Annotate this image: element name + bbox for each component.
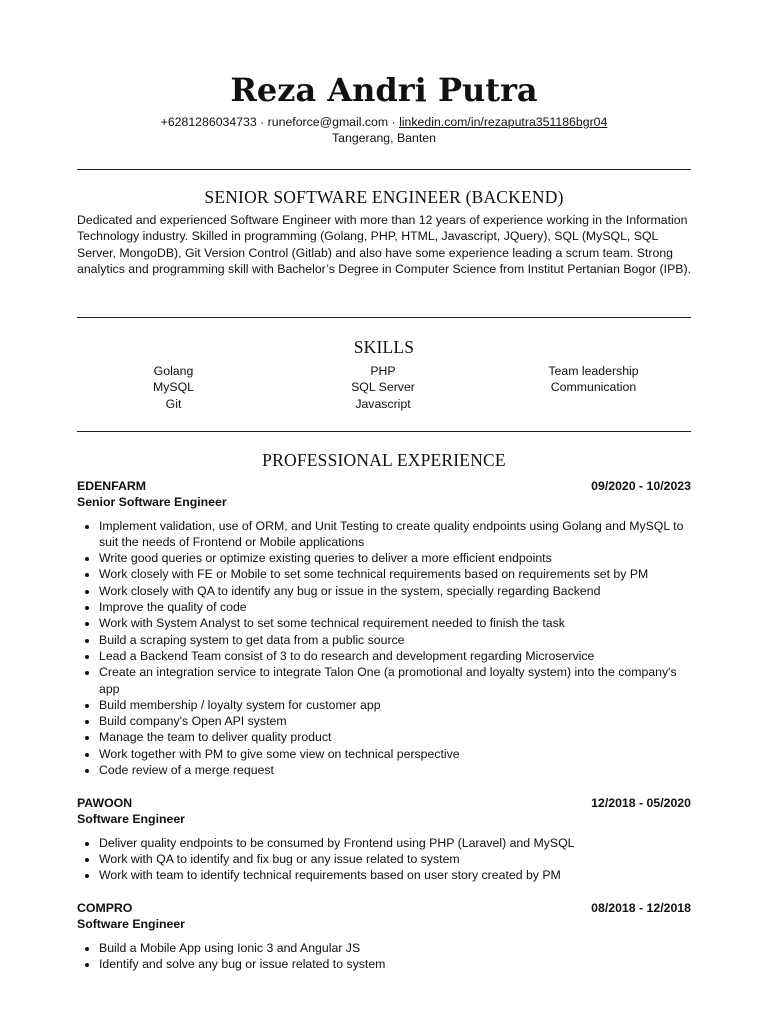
list-item: • Work closely with FE or Mobile to set some technical requirements based on requirements set by PM [99, 566, 691, 582]
job-bullets [77, 940, 691, 973]
company-name: PAWOON [77, 796, 133, 810]
list-item: • Build a scraping system to get data from a public source [99, 632, 691, 648]
list-item: • Implement validation, use of ORM, and Unit Testing to create quality endpoints using Golang and MySQL to suit the needs of Frontend or Mobile applications [99, 518, 691, 551]
company-name: EDENFARM [77, 479, 147, 493]
skill-item: Git [165, 396, 182, 411]
contact-line [77, 114, 691, 130]
list-item: • Work with QA to identify and fix bug or any issue related to system [99, 851, 691, 867]
experience-title: PROFESSIONAL EXPERIENCE [262, 450, 506, 470]
skill-item: Javascript [355, 396, 411, 411]
linkedin-link[interactable]: linkedin.com/in/rezaputra351186bgr04 [399, 115, 608, 129]
list-item: • Write good queries or optimize existing queries to deliver a more efficient endpoints [99, 550, 691, 566]
job-dates: 12/2018 - 05/2020 [591, 796, 691, 810]
divider [77, 317, 691, 318]
divider [77, 431, 691, 432]
job-bullets [77, 518, 691, 779]
company-name: COMPRO [77, 901, 133, 915]
job-header [77, 900, 691, 916]
summary-title: SENIOR SOFTWARE ENGINEER (BACKEND) [204, 187, 564, 207]
list-item: • Build membership / loyalty system for customer app [99, 697, 691, 713]
job-role: Software Engineer [77, 812, 185, 827]
skills-column [270, 363, 496, 412]
skill-item: Golang [153, 364, 194, 378]
location: Tangerang, Banten [332, 131, 436, 145]
list-item: • Work with System Analyst to set some technical requirement needed to finish the task [99, 615, 691, 631]
job-dates: 08/2018 - 12/2018 [591, 901, 691, 915]
skills-title: SKILLS [353, 337, 415, 357]
job-entry [77, 795, 691, 883]
job-entry [77, 478, 691, 778]
skill-item: MySQL [153, 380, 194, 395]
list-item: • Work with team to identify technical requirements based on user story created by PM [99, 867, 691, 883]
email-address: runeforce@gmail.com [267, 115, 389, 129]
skills-column [77, 363, 270, 412]
contact-separator: · [256, 115, 268, 129]
list-item: • Build a Mobile App using Ionic 3 and Angular JS [99, 940, 691, 956]
contact-separator: · [388, 115, 400, 129]
summary-text: Dedicated and experienced Software Engineer with more than 12 years of experience working in the Information Technology industry. Skilled in programming (Golang, PHP, HTML, Javascript, JQuery), SQL (MySQL, SQL Server, MongoDB), Git Version Control (Gitlab) and also have some experience leading a scrum team. Strong analytics and programming skill with Bachelor’s Degree in Computer Science from Institut Pertanian Bogor (IPB). [77, 213, 691, 276]
job-role: Software Engineer [77, 917, 185, 932]
skill-item: PHP [370, 364, 396, 378]
job-dates: 09/2020 - 10/2023 [591, 479, 691, 493]
list-item: • Create an integration service to integrate Talon One (a promotional and loyalty system) into the company's app [99, 664, 691, 697]
job-entry [77, 900, 691, 972]
skill-item: SQL Server [351, 380, 415, 395]
skills-grid [77, 363, 691, 412]
list-item: • Build company's Open API system [99, 713, 691, 729]
list-item: • Work together with PM to give some view on technical perspective [99, 746, 691, 762]
skill-item: Communication [550, 380, 637, 395]
job-header [77, 478, 691, 494]
list-item: • Work closely with QA to identify any bug or issue in the system, specially regarding Backend [99, 583, 691, 599]
phone-number: +6281286034733 [160, 115, 257, 129]
list-item: • Improve the quality of code [99, 599, 691, 615]
job-role: Senior Software Engineer [77, 495, 227, 510]
list-item: • Manage the team to deliver quality product [99, 729, 691, 745]
list-item: • Deliver quality endpoints to be consumed by Frontend using PHP (Laravel) and MySQL [99, 835, 691, 851]
job-bullets [77, 835, 691, 884]
skills-column [496, 363, 691, 412]
candidate-name: Reza Andri Putra [230, 71, 538, 109]
divider [77, 169, 691, 170]
list-item: • Identify and solve any bug or issue related to system [99, 956, 691, 972]
job-header [77, 795, 691, 811]
skill-item: Team leadership [548, 364, 639, 378]
list-item: • Code review of a merge request [99, 762, 691, 778]
list-item: • Lead a Backend Team consist of 3 to do research and development regarding Microservice [99, 648, 691, 664]
